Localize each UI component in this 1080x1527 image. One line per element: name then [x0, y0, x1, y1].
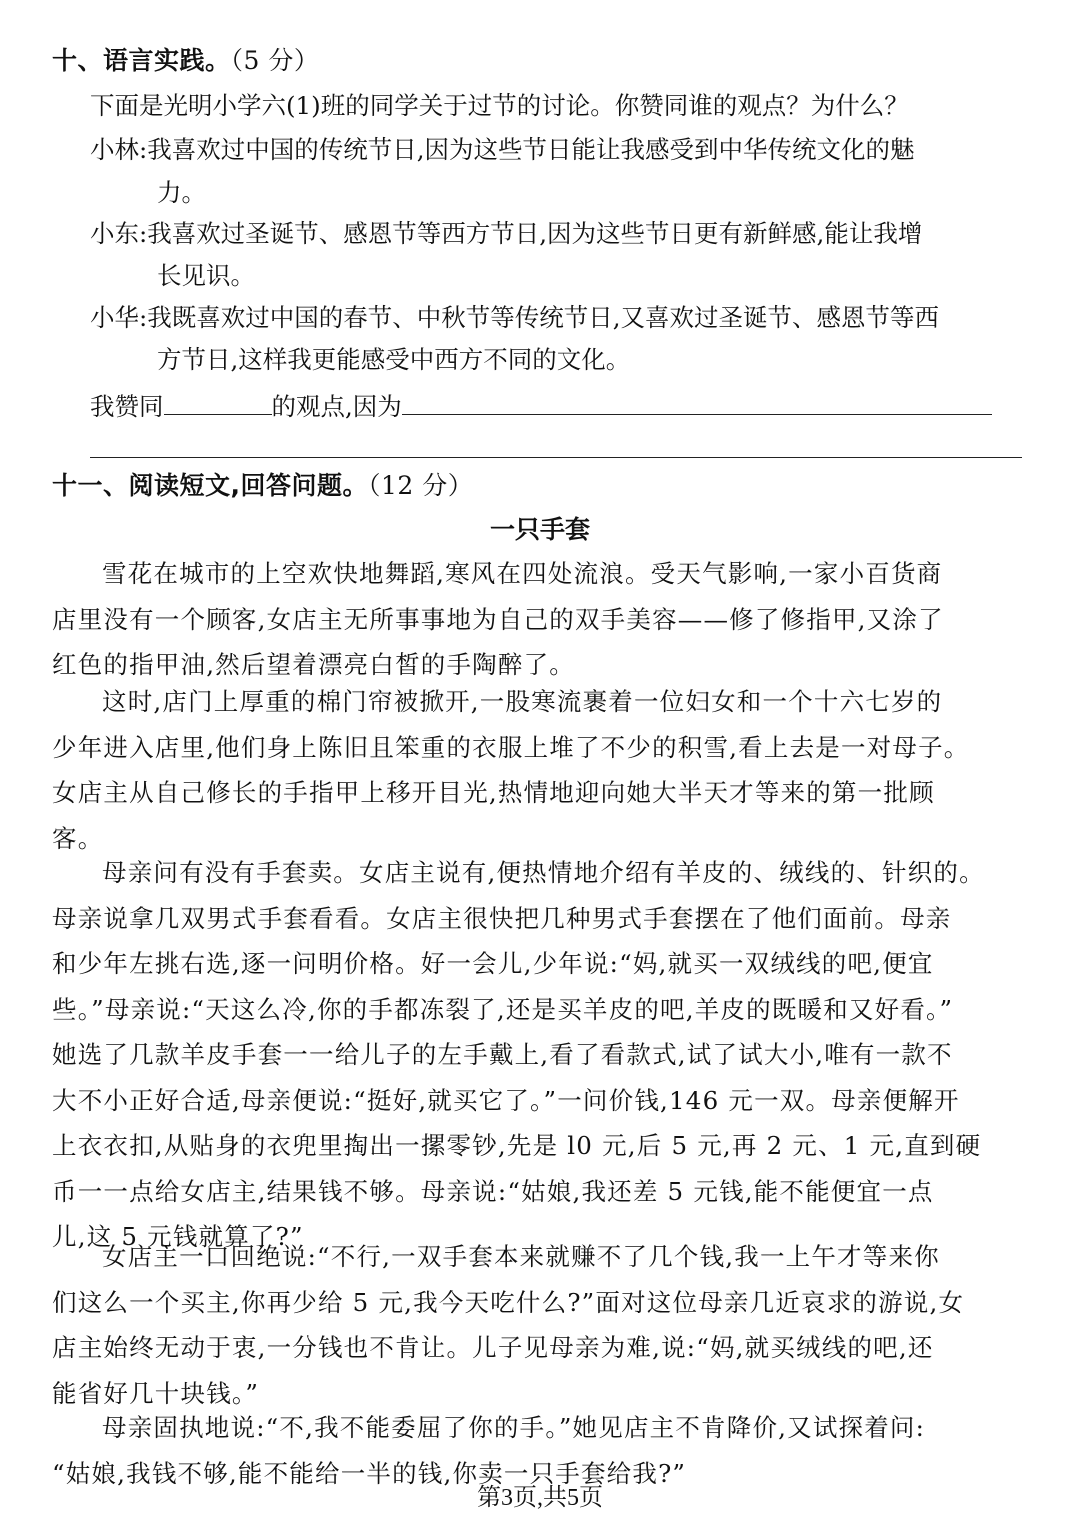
section-11-heading: [52, 469, 473, 503]
paragraph-line: 币一一点给女店主,结果钱不够。母亲说:“姑娘,我还差 5 元钱,能不能便宜一点: [52, 1176, 934, 1206]
paragraph-line: 红色的指甲油,然后望着漂亮白皙的手陶醉了。: [52, 650, 575, 679]
opinion-xiaodong-line1: 小东:我喜欢过圣诞节、感恩节等西方节日,因为这些节日更有新鲜感,能让我增: [90, 219, 923, 248]
page-number: 第3页,共5页: [477, 1485, 603, 1511]
paragraph-line: 少年进入店里,他们身上陈旧且笨重的衣服上堆了不少的积雪,看上去是一对母子。: [52, 732, 970, 762]
paragraph-line: 母亲问有没有手套卖。女店主说有,便热情地介绍有羊皮的、绒线的、针织的。: [102, 858, 985, 887]
opinion-xiaolin-line1: 小林:我喜欢过中国的传统节日,因为这些节日能让我感受到中华传统文化的魅: [90, 135, 915, 164]
paragraph-line: 女店主从自己修长的手指甲上移开目光,热情地迎向她大半天才等来的第一批顾: [52, 778, 935, 807]
paragraph-line: 她选了几款羊皮手套一一给儿子的左手戴上,看了看款式,试了试大小,唯有一款不: [52, 1040, 953, 1069]
paragraph-line: 店里没有一个顾客,女店主无所事事地为自己的双手美容——修了修指甲,又涂了: [52, 604, 944, 634]
answer-reason-blank-line2[interactable]: [90, 457, 1022, 458]
paragraph-line: 上衣衣扣,从贴身的衣兜里掏出一摞零钞,先是 l0 元,后 5 元,再 2 元、1 元,直到硬: [52, 1131, 982, 1160]
section-10-title: 十、语言实践。: [52, 46, 231, 75]
paragraph-line: 能省好几十块钱。”: [52, 1378, 260, 1408]
passage-paragraph-3: [52, 850, 1024, 1260]
section-10-score: （5 分）: [230, 46, 320, 75]
opinion-xiaolin-line2: 力。: [157, 178, 206, 207]
passage-paragraph-4: [52, 1234, 1024, 1416]
paragraph-line: 母亲固执地说:“不,我不能委屈了你的手。”她见店主不肯降价,又试探着问:: [102, 1413, 926, 1442]
paragraph-line: 和少年左挑右选,逐一问明价格。好一会儿,少年说:“妈,就买一双绒线的吧,便宜: [52, 949, 934, 978]
paragraph-line: 母亲说拿几双男式手套看看。女店主很快把几种男式手套摆在了他们面前。母亲: [52, 903, 952, 933]
answer-reason-blank[interactable]: [402, 384, 992, 415]
paragraph-line: 儿,这 5 元钱就算了?”: [52, 1222, 304, 1251]
answer-prefix: 我赞同: [90, 392, 164, 421]
answer-middle: 的观点,因为: [271, 392, 402, 421]
section-11-title: 十一、阅读短文,回答问题。: [52, 471, 368, 500]
paragraph-line: 客。: [52, 823, 104, 853]
paragraph-line: 大不小正好合适,母亲便说:“挺好,就买它了。”一问价钱,146 元一双。母亲便解开: [52, 1085, 960, 1115]
paragraph-line: “姑娘,我钱不够,能不能给一半的钱,你卖一只手套给我?”: [52, 1458, 687, 1488]
section-10-heading: [52, 44, 319, 78]
answer-name-blank[interactable]: [164, 384, 272, 415]
section-11-score: （12 分）: [368, 471, 474, 500]
passage-paragraph-2: [52, 679, 1024, 861]
paragraph-line: 店主始终无动于衷,一分钱也不肯让。儿子见母亲为难,说:“妈,就买绒线的吧,还: [52, 1333, 934, 1362]
paragraph-line: 这时,店门上厚重的棉门帘被掀开,一股寒流裹着一位妇女和一个十六七岁的: [102, 687, 943, 716]
opinion-xiaohua-line2: 方节日,这样我更能感受中西方不同的文化。: [157, 345, 631, 374]
passage-paragraph-1: [52, 551, 1024, 688]
passage-title: 一只手套: [489, 515, 590, 544]
paragraph-line: 雪花在城市的上空欢快地舞蹈,寒风在四处流浪。受天气影响,一家小百货商: [102, 559, 943, 588]
paragraph-line: 些。”母亲说:“天这么冷,你的手都冻裂了,还是买羊皮的吧,羊皮的既暖和又好看。”: [52, 994, 954, 1024]
opinion-xiaodong-line2: 长见识。: [157, 261, 255, 290]
answer-line: [90, 384, 992, 425]
paragraph-line: 女店主一口回绝说:“不行,一双手套本来就赚不了几个钱,我一上午才等来你: [102, 1242, 940, 1271]
opinion-xiaohua-line1: 小华:我既喜欢过中国的春节、中秋节等传统节日,又喜欢过圣诞节、感恩节等西: [90, 303, 940, 332]
paragraph-line: 们这么一个买主,你再少给 5 元,我今天吃什么?”面对这位母亲几近哀求的游说,女: [52, 1287, 965, 1317]
section-10-intro: 下面是光明小学六(1)班的同学关于过节的讨论。你赞同谁的观点？为什么？: [90, 91, 909, 120]
